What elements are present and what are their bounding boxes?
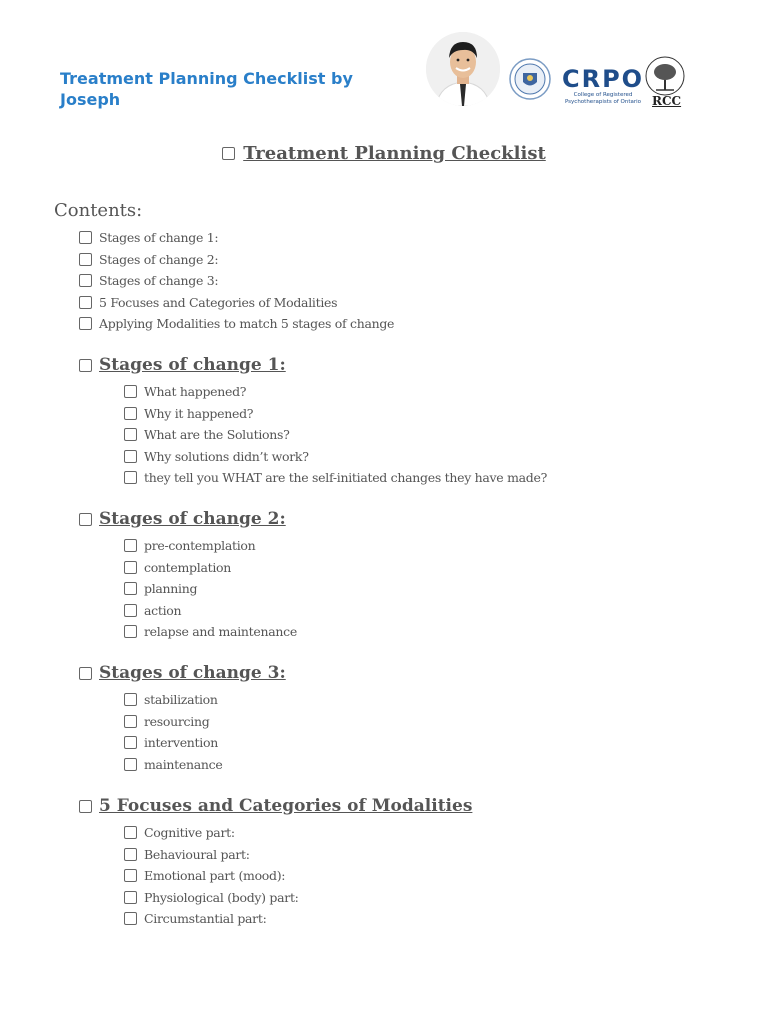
list-item: [124, 535, 297, 557]
list-item-text: resourcing: [144, 713, 210, 729]
crpo-logo: [562, 66, 646, 106]
list-item: [124, 887, 299, 909]
list-item: [124, 578, 297, 600]
checkbox[interactable]: [79, 667, 92, 680]
section-heading-text: Stages of change 3:: [99, 663, 286, 683]
list-item: [124, 403, 547, 425]
checkbox[interactable]: [124, 912, 137, 925]
checkbox[interactable]: [124, 736, 137, 749]
list-item: [124, 754, 222, 776]
list-item: [124, 732, 222, 754]
checkbox[interactable]: [124, 604, 137, 617]
section-list: [124, 381, 547, 489]
checkbox[interactable]: [124, 869, 137, 882]
checkbox[interactable]: [79, 800, 92, 813]
checkbox[interactable]: [124, 826, 137, 839]
checkbox[interactable]: [124, 715, 137, 728]
contents-item-text[interactable]: Applying Modalities to match 5 stages of change: [99, 316, 395, 332]
contents-list: [79, 227, 394, 335]
checkbox[interactable]: [79, 359, 92, 372]
section-heading: [79, 663, 286, 683]
checkbox[interactable]: [124, 385, 137, 398]
list-item: [79, 292, 394, 314]
list-item-text: Why it happened?: [144, 405, 254, 421]
checkbox[interactable]: [79, 513, 92, 526]
tree-icon: [642, 56, 688, 96]
list-item: [124, 621, 297, 643]
list-item: [124, 844, 299, 866]
checkbox[interactable]: [124, 450, 137, 463]
list-item-text: maintenance: [144, 756, 223, 772]
checkbox[interactable]: [124, 539, 137, 552]
checkbox[interactable]: [79, 253, 92, 266]
contents-item-text[interactable]: Stages of change 1:: [99, 230, 219, 246]
list-item: [124, 467, 547, 489]
contents-item-text[interactable]: 5 Focuses and Categories of Modalities: [99, 294, 338, 310]
list-item-text: relapse and maintenance: [144, 624, 297, 640]
checkbox[interactable]: [79, 296, 92, 309]
list-item-text: action: [144, 602, 182, 618]
checkbox[interactable]: [124, 428, 137, 441]
list-item: [124, 689, 222, 711]
list-item-text: intervention: [144, 735, 218, 751]
list-item-text: Why solutions didn’t work?: [144, 448, 309, 464]
checkbox[interactable]: [124, 891, 137, 904]
checkbox[interactable]: [79, 274, 92, 287]
list-item-text: planning: [144, 581, 198, 597]
list-item: [79, 249, 394, 271]
list-item: [124, 381, 547, 403]
section-heading-text: Stages of change 2:: [99, 509, 286, 529]
list-item-text: Behavioural part:: [144, 846, 250, 862]
contents-item-text[interactable]: Stages of change 2:: [99, 251, 219, 267]
checkbox[interactable]: [124, 407, 137, 420]
contents-heading: Contents:: [54, 200, 143, 221]
crpo-logo-word: CRPO: [562, 65, 645, 93]
list-item: [79, 313, 394, 335]
crpo-logo-subtitle: College of Registered Psychotherapists of Ontario: [564, 92, 642, 105]
section-heading: [79, 509, 286, 529]
document-title: [0, 143, 768, 164]
seal-logo-icon: [509, 58, 551, 100]
document-title-text: Treatment Planning Checklist: [243, 143, 546, 164]
checkbox[interactable]: [124, 471, 137, 484]
list-item: [124, 424, 547, 446]
list-item-text: pre-contemplation: [144, 538, 256, 554]
list-item-text: contemplation: [144, 559, 231, 575]
list-item-text: What are the Solutions?: [144, 427, 290, 443]
list-item-text: What happened?: [144, 384, 247, 400]
checkbox[interactable]: [124, 693, 137, 706]
checkbox[interactable]: [222, 147, 235, 160]
section-heading-text: Stages of change 1:: [99, 355, 286, 375]
rcc-logo: [642, 56, 688, 110]
section-heading-text: 5 Focuses and Categories of Modalities: [99, 796, 473, 816]
list-item-text: Emotional part (mood):: [144, 868, 286, 884]
section-list: [124, 822, 299, 930]
list-item: [79, 270, 394, 292]
list-item-text: Circumstantial part:: [144, 911, 267, 927]
avatar: [426, 32, 500, 106]
page-title: Treatment Planning Checklist by Joseph: [60, 69, 353, 109]
checkbox[interactable]: [79, 231, 92, 244]
section-list: [124, 535, 297, 643]
checkbox[interactable]: [124, 848, 137, 861]
list-item: [124, 865, 299, 887]
checkbox[interactable]: [79, 317, 92, 330]
list-item-text: they tell you WHAT are the self-initiated changes they have made?: [144, 470, 547, 486]
list-item: [124, 446, 547, 468]
checkbox[interactable]: [124, 582, 137, 595]
list-item-text: Cognitive part:: [144, 825, 235, 841]
list-item: [124, 600, 297, 622]
section-heading: [79, 796, 472, 816]
list-item-text: stabilization: [144, 692, 218, 708]
section-heading: [79, 355, 286, 375]
list-item: [79, 227, 394, 249]
list-item: [124, 711, 222, 733]
checkbox[interactable]: [124, 758, 137, 771]
list-item-text: Physiological (body) part:: [144, 889, 299, 905]
rcc-logo-text: RCC: [652, 94, 682, 108]
section-list: [124, 689, 222, 775]
list-item: [124, 822, 299, 844]
list-item: [124, 557, 297, 579]
list-item: [124, 908, 299, 930]
contents-item-text[interactable]: Stages of change 3:: [99, 273, 219, 289]
checkbox[interactable]: [124, 625, 137, 638]
checkbox[interactable]: [124, 561, 137, 574]
